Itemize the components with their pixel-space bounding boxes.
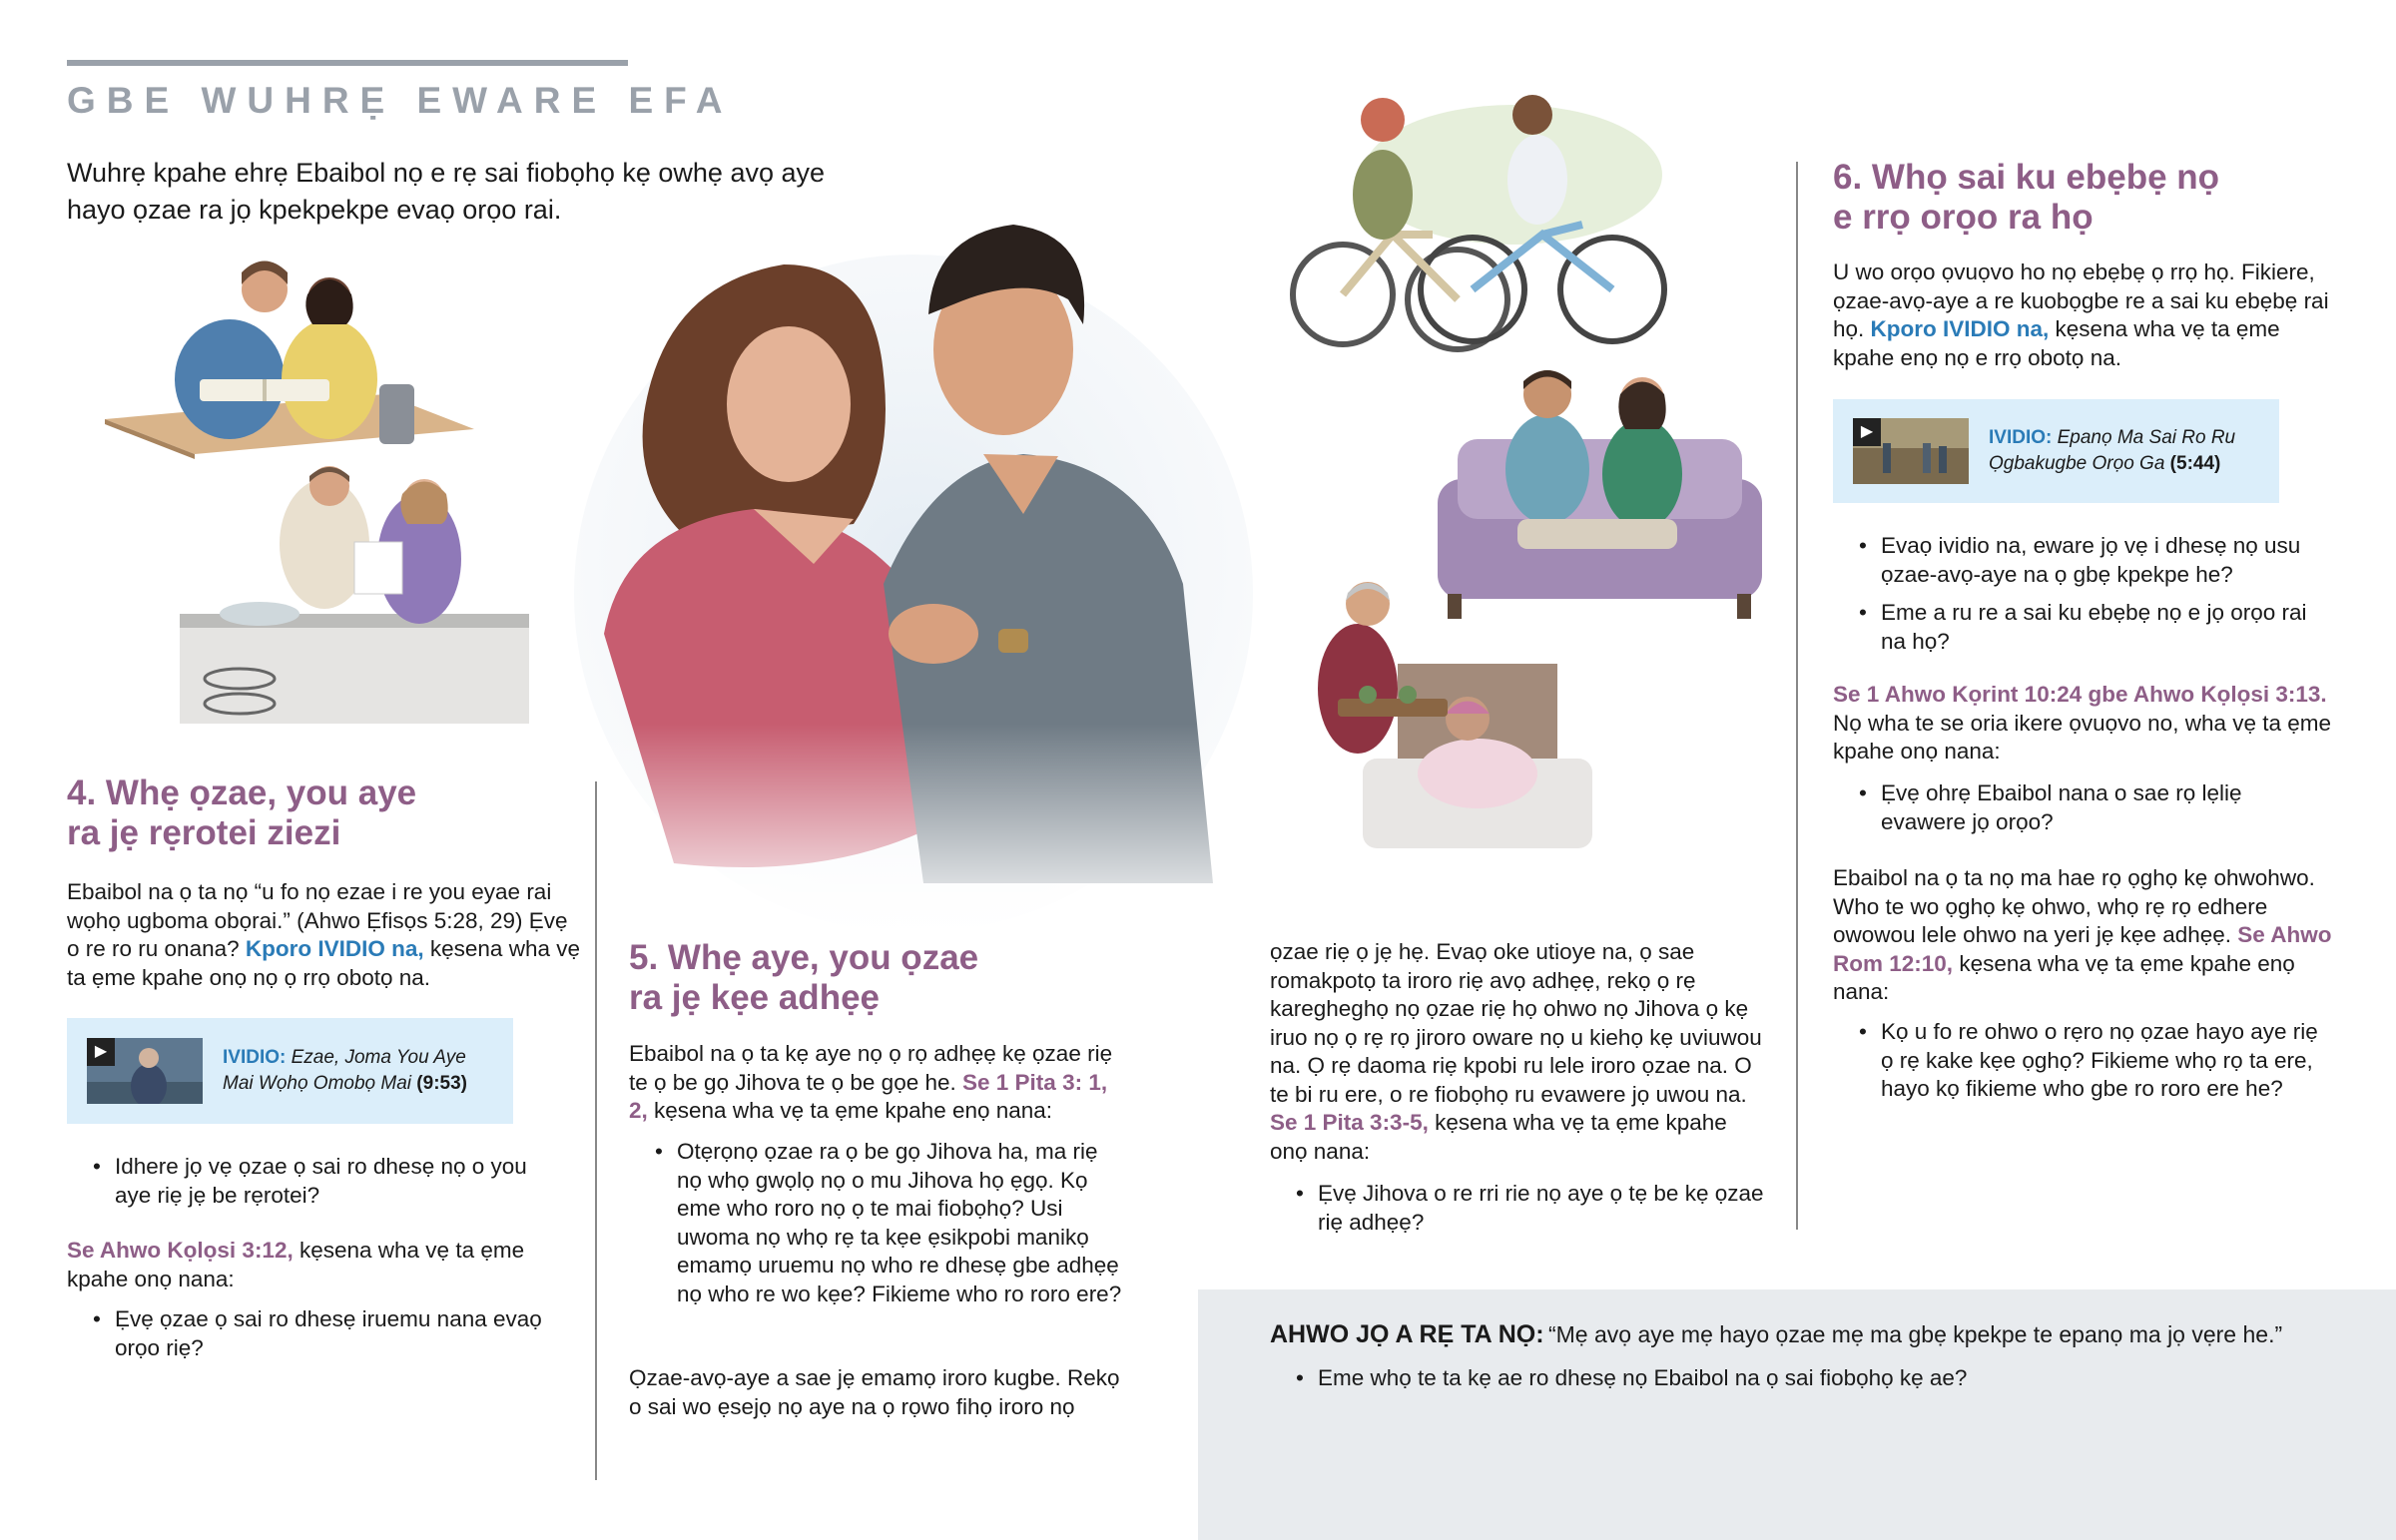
video-thumbnail[interactable] (1853, 418, 1969, 484)
section-6-bullets-3 (1833, 1018, 2332, 1114)
section-6-video-box[interactable] (1833, 399, 2279, 503)
section-top-rule (67, 60, 628, 66)
scripture-reference[interactable]: Se 1 Pita 3:3-5, (1270, 1110, 1429, 1135)
husband-caring-illustration (1268, 569, 1612, 888)
section-6-heading-line2: e rrọ orọo ra họ (1833, 198, 2094, 237)
video-thumbnail[interactable] (87, 1038, 203, 1104)
list-item: • Eme whọ te ta kẹ ae ro dhesẹ nọ Ebaibol na ọ sai fiobọhọ kẹ ae? (1270, 1364, 2368, 1393)
couple-studying-illustration (85, 255, 474, 459)
list-item: • Otẹrọnọ ọzae ra ọ be gọ Jihova ha, ma riẹ nọ whọ gwọlọ nọ o mu Jihova họ ẹgọ. Kọ eme who roro nọ ọ te mai fiobọhọ? Usi uwoma nọ whọ rẹ ta kẹe ẹsikpobi manikọ emamọ uruemu nọ who re dhesẹ gbe adhẹẹ nọ who re wo kẹe? Fikieme who ro roro ere? (629, 1138, 1128, 1308)
list-item: • Ẹvẹ Jihova o re rri rie nọ aye ọ tẹ be kẹ ọzae riẹ adhẹẹ? (1270, 1180, 1764, 1237)
play-icon[interactable]: ▶ (87, 1038, 115, 1066)
summary-bullets (1270, 1364, 2368, 1403)
section-4-reference (67, 1237, 566, 1293)
section-5-heading-line1: 5. Whẹ aye, you ọzae (629, 938, 979, 977)
section-title: GBE WUHRẸ EWARE EFA (67, 80, 734, 121)
summary-label: AHWO JỌ A RẸ TA NỌ: (1270, 1320, 1544, 1348)
summary-quote-text: “Mẹ avọ aye mẹ hayo ọzae mẹ ma gbẹ kpekpe te epanọ ma jọ vẹre he.” (1547, 1321, 2283, 1347)
section-6-video-link[interactable]: Kporo IVIDIO na, (1870, 316, 2050, 341)
section-6-paragraph-3-text: Ebaibol na ọ ta nọ ma hae rọ ọghọ kẹ ohwohwo. Who te wo ọghọ kẹ ohwo, whọ rẹ rọ edhere owowou lele ohwo na yeri jẹ kẹe adhẹẹ. (1833, 865, 2315, 947)
section-4-heading (67, 773, 626, 853)
section-4-heading-line1: 4. Whẹ ọzae, you aye (67, 773, 417, 812)
section-4-bullets-2 (67, 1305, 566, 1372)
column-divider-right (1796, 162, 1798, 1230)
intro-text: Wuhrẹ kpahe ehrẹ Ebaibol nọ e rẹ sai fiobọhọ kẹ owhẹ avọ aye hayo ọzae ra jọ kpekpekpe evaọ orọo rai. (67, 158, 826, 225)
scripture-reference[interactable]: Se 1 Pita 3: 1, 2, (629, 1069, 1108, 1123)
section-5-bullets (629, 1138, 1128, 1318)
video-tag: IVIDIO: (223, 1047, 287, 1068)
list-item: • Evaọ ividio na, eware jọ vẹ i dhesẹ nọ usu ọzae-avọ-aye na ọ gbẹ kpekpe he? (1833, 532, 2332, 589)
video-duration: (5:44) (2169, 453, 2221, 474)
list-item: • Ẹvẹ ọzae ọ sai ro dhesẹ iruemu nana evaọ orọo riẹ? (67, 1305, 566, 1362)
section-6-video-label[interactable] (1989, 425, 2258, 477)
section-4-paragraph-text: Ebaibol na ọ ta nọ “u fo nọ ezae i re you eyae rai wọhọ ugboma obọrai.” (Ahwo Ẹfisọs 5:28, 29) Ẹvẹ o re ro ru onana? (67, 879, 568, 961)
section-6-heading-line1: 6. Whọ sai ku ebẹbẹ nọ (1833, 158, 2220, 197)
column-divider (595, 781, 597, 1480)
section-4-reference-tail: kẹsena wha vẹ ta ẹme kpahe onọ nana: (67, 1238, 525, 1291)
section-5-heading-line2: ra jẹ kẹe adhẹẹ (629, 978, 880, 1017)
section-6-bullets-2 (1833, 779, 2332, 846)
section-4-video-label[interactable] (223, 1045, 492, 1097)
section-4-paragraph-tail: kẹsena wha vẹ ta ẹme kpahe onọ nọ ọ rrọ obotọ na. (67, 936, 580, 990)
section-6-paragraph-3-tail: kẹsena wha vẹ ta ẹme kpahe enọ nana: (1833, 950, 2295, 1004)
scripture-reference[interactable]: Se Ahwo Rom 12:10, (1833, 922, 2332, 976)
section-4-heading-line2: ra jẹ rẹrotei ziezi (67, 813, 341, 852)
couple-kitchen-illustration (170, 464, 539, 729)
video-tag: IVIDIO: (1989, 427, 2053, 448)
section-5-paragraph-2: Ọzae-avọ-aye a sae jẹ emamọ iroro kugbe. Rekọ o sai wo ẹsejọ nọ aye na ọ rọwo fihọ iroro nọ (629, 1365, 1120, 1419)
section-6-reference-tail: Nọ wha te se oria ikere ọvuọvo no, wha vẹ ta ẹme kpahe onọ nana: (1833, 710, 2332, 764)
section-4-bullets-1 (67, 1153, 566, 1220)
summary-quote (1270, 1317, 2368, 1355)
section-5-continued-paragraph (1270, 938, 1764, 1166)
section-4-video-box[interactable] (67, 1018, 513, 1124)
section-5-paragraph (629, 1040, 1128, 1126)
section-6-reference (1833, 681, 2332, 767)
section-6-paragraph-tail: kẹsena wha vẹ ta ẹme kpahe enọ nọ e rrọ obotọ na. (1833, 316, 2280, 370)
section-6-bullets-1 (1833, 532, 2332, 666)
section-5-paragraph-text: Ebaibol na ọ ta kẹ aye nọ ọ rọ adhẹẹ kẹ ọzae riẹ te ọ be gọ Jihova te ọ be gọe he. (629, 1041, 1113, 1095)
section-4-video-link[interactable]: Kporo IVIDIO na, (245, 936, 424, 961)
section-6-paragraph-text: U wo orọo ọvuọvo ho nọ ebẹbẹ ọ rrọ họ. Fikiere, ọzae-avọ-aye a re kuobọgbe re a sai ku ebẹbẹ rai họ. (1833, 259, 2329, 341)
list-item: • Ẹvẹ ohrẹ Ebaibol nana o sae rọ lẹliẹ evawere jọ orọo? (1833, 779, 2332, 836)
scripture-reference[interactable]: Se Ahwo Kọlọsi 3:12, (67, 1238, 294, 1263)
section-6-paragraph-3 (1833, 864, 2332, 1007)
section-6-paragraph (1833, 258, 2332, 372)
section-5-heading (629, 938, 1188, 1018)
section-5-continued-text: ọzae riẹ ọ jẹ hẹ. Evaọ oke utioye na, ọ sae romakpotọ ta iroro riẹ avọ adhẹẹ, rekọ ọ rẹ karegheghọ nọ ọzae riẹ họ ohwo nọ Jihova ọ kẹ iruo nọ ọ rẹ rọ jiroro oware nọ u kiehọ kẹ uviuwou na. Ọ rẹ daoma riẹ kpobi ru lele iroro ọzae na. O te bi ru ere, o re fiobọhọ ru evawere jọ uwou na. (1270, 939, 1762, 1107)
list-item: • Idhere jọ vẹ ọzae ọ sai ro dhesẹ nọ o you aye riẹ jẹ be rẹrotei? (67, 1153, 566, 1210)
video-duration: (9:53) (416, 1073, 467, 1094)
section-4-paragraph (67, 878, 586, 992)
video-title: Ezae, Joma You Aye Mai Wọhọ Omobọ Mai (223, 1047, 466, 1094)
section-6-heading (1833, 158, 2372, 238)
list-item: • Kọ u fo re ohwo o rẹro nọ ọzae hayo aye riẹ ọ rẹ kake kẹe ọghọ? Fikieme whọ rọ ta ere, hayo kọ fikieme who gbe ro roro ere he? (1833, 1018, 2332, 1104)
section-5-paragraph-tail: kẹsena wha vẹ ta ẹme kpahe enọ nana: (647, 1098, 1053, 1123)
scripture-reference[interactable]: Se 1 Ahwo Kọrint 10:24 gbe Ahwo Kọlọsi 3:13. (1833, 682, 2327, 707)
couple-embracing-illustration (554, 165, 1273, 938)
section-5-continued-bullets (1270, 1180, 1764, 1247)
play-icon[interactable]: ▶ (1853, 418, 1881, 446)
section-5-continued-tail: kẹsena wha vẹ ta ẹme kpahe onọ nana: (1270, 1110, 1727, 1164)
couple-cycling-illustration (1283, 85, 1667, 374)
list-item: • Eme a ru re a sai ku ebẹbẹ nọ e jọ orọo rai na họ? (1833, 599, 2332, 656)
video-title: Epanọ Ma Sai Ro Ru Ọgbakugbe Orọo Ga (1989, 427, 2236, 474)
